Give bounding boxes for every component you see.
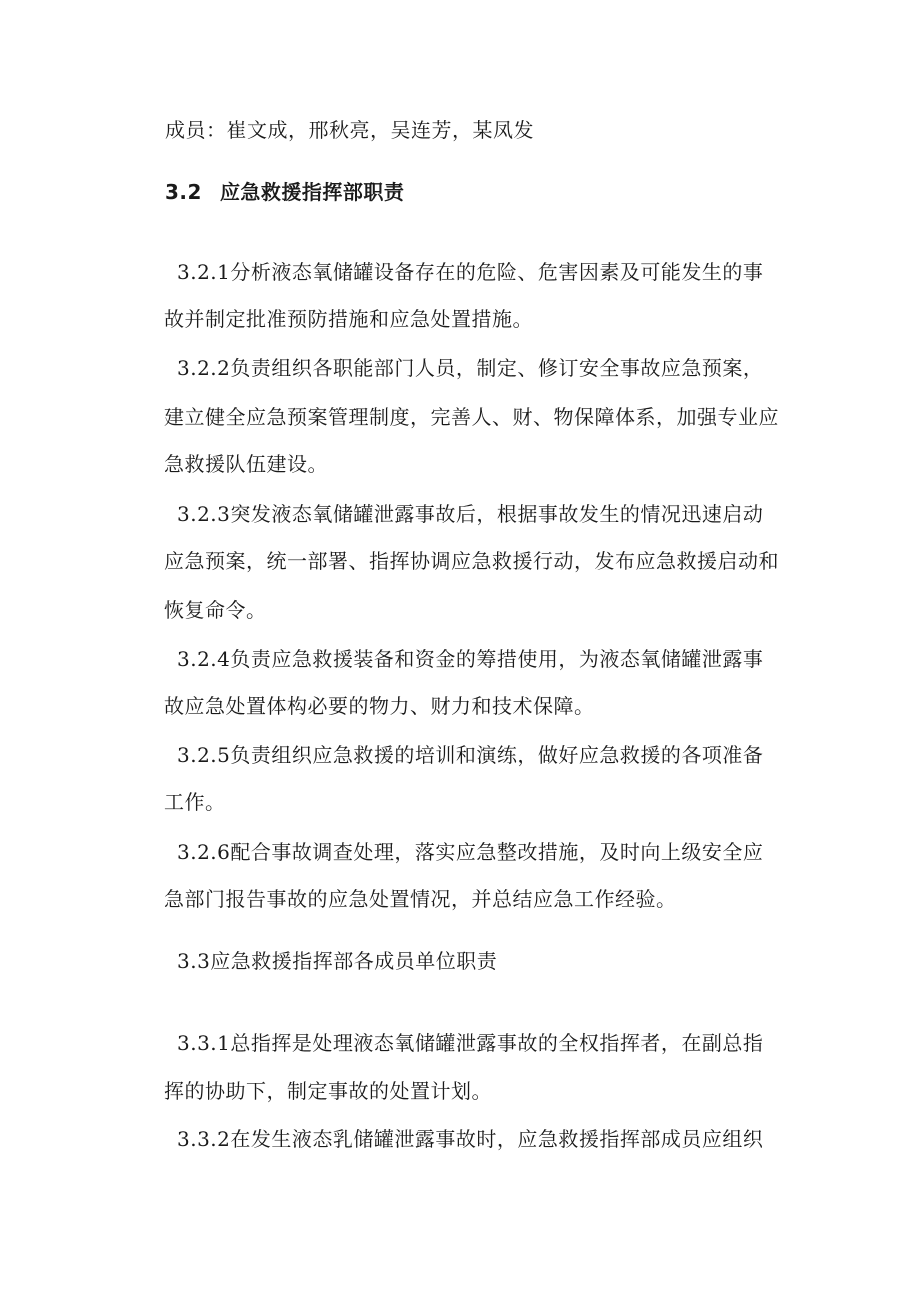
paragraph-3-2-3-line-2: 应急预案，统一部署、指挥协调应急救援行动，发布应急救援启动和 [164,549,779,573]
section-number: 3.2 [165,180,202,204]
paragraph-3-2-2-line-2: 建立健全应急预案管理制度，完善人、财、物保障体系，加强专业应 [164,405,779,429]
paragraph-3-2-6-line-2: 急部门报告事故的应急处置情况，并总结应急工作经验。 [164,887,677,911]
paragraph-3-2-2-line-3: 急救援队伍建设。 [164,452,328,476]
paragraph-3-2-1-line-1: 3.2.1分析液态氧储罐设备存在的危险、危害因素及可能发生的事 [177,260,764,284]
paragraph-3-2-4-line-1: 3.2.4负责应急救援装备和资金的筹措使用，为液态氧储罐泄露事 [177,647,764,671]
paragraph-3-2-5-line-1: 3.2.5负责组织应急救援的培训和演练，做好应急救援的各项准备 [177,743,764,767]
paragraph-3-3-1-line-1: 3.3.1总指挥是处理液态氧储罐泄露事故的全权指挥者，在副总指 [177,1031,764,1055]
paragraph-3-2-3-line-1: 3.2.3突发液态氧储罐泄露事故后，根据事故发生的情况迅速启动 [177,502,764,526]
members-line: 成员：崔文成，邢秋亮，吴连芳，某凤发 [165,118,534,142]
paragraph-3-3-2-line-1: 3.3.2在发生液态乳储罐泄露事故时，应急救援指挥部成员应组织 [177,1127,764,1151]
paragraph-3-2-5-line-2: 工作。 [164,790,226,814]
paragraph-3-2-6-line-1: 3.2.6配合事故调查处理，落实应急整改措施，及时向上级安全应 [177,840,764,864]
paragraph-3-2-2-line-1: 3.2.2负责组织各职能部门人员，制定、修订安全事故应急预案， [177,356,764,380]
paragraph-3-3-1-line-2: 挥的协助下，制定事故的处置计划。 [164,1079,492,1103]
paragraph-3-2-1-line-2: 故并制定批准预防措施和应急处置措施。 [164,307,533,331]
section-heading-3-2 [165,180,404,204]
paragraph-3-2-3-line-3: 恢复命令。 [164,598,267,622]
paragraph-3-2-4-line-2: 故应急处置体构必要的物力、财力和技术保障。 [164,694,595,718]
section-title: 应急救援指挥部职责 [219,180,405,204]
section-heading-3-3: 3.3应急救援指挥部各成员单位职责 [177,949,498,973]
